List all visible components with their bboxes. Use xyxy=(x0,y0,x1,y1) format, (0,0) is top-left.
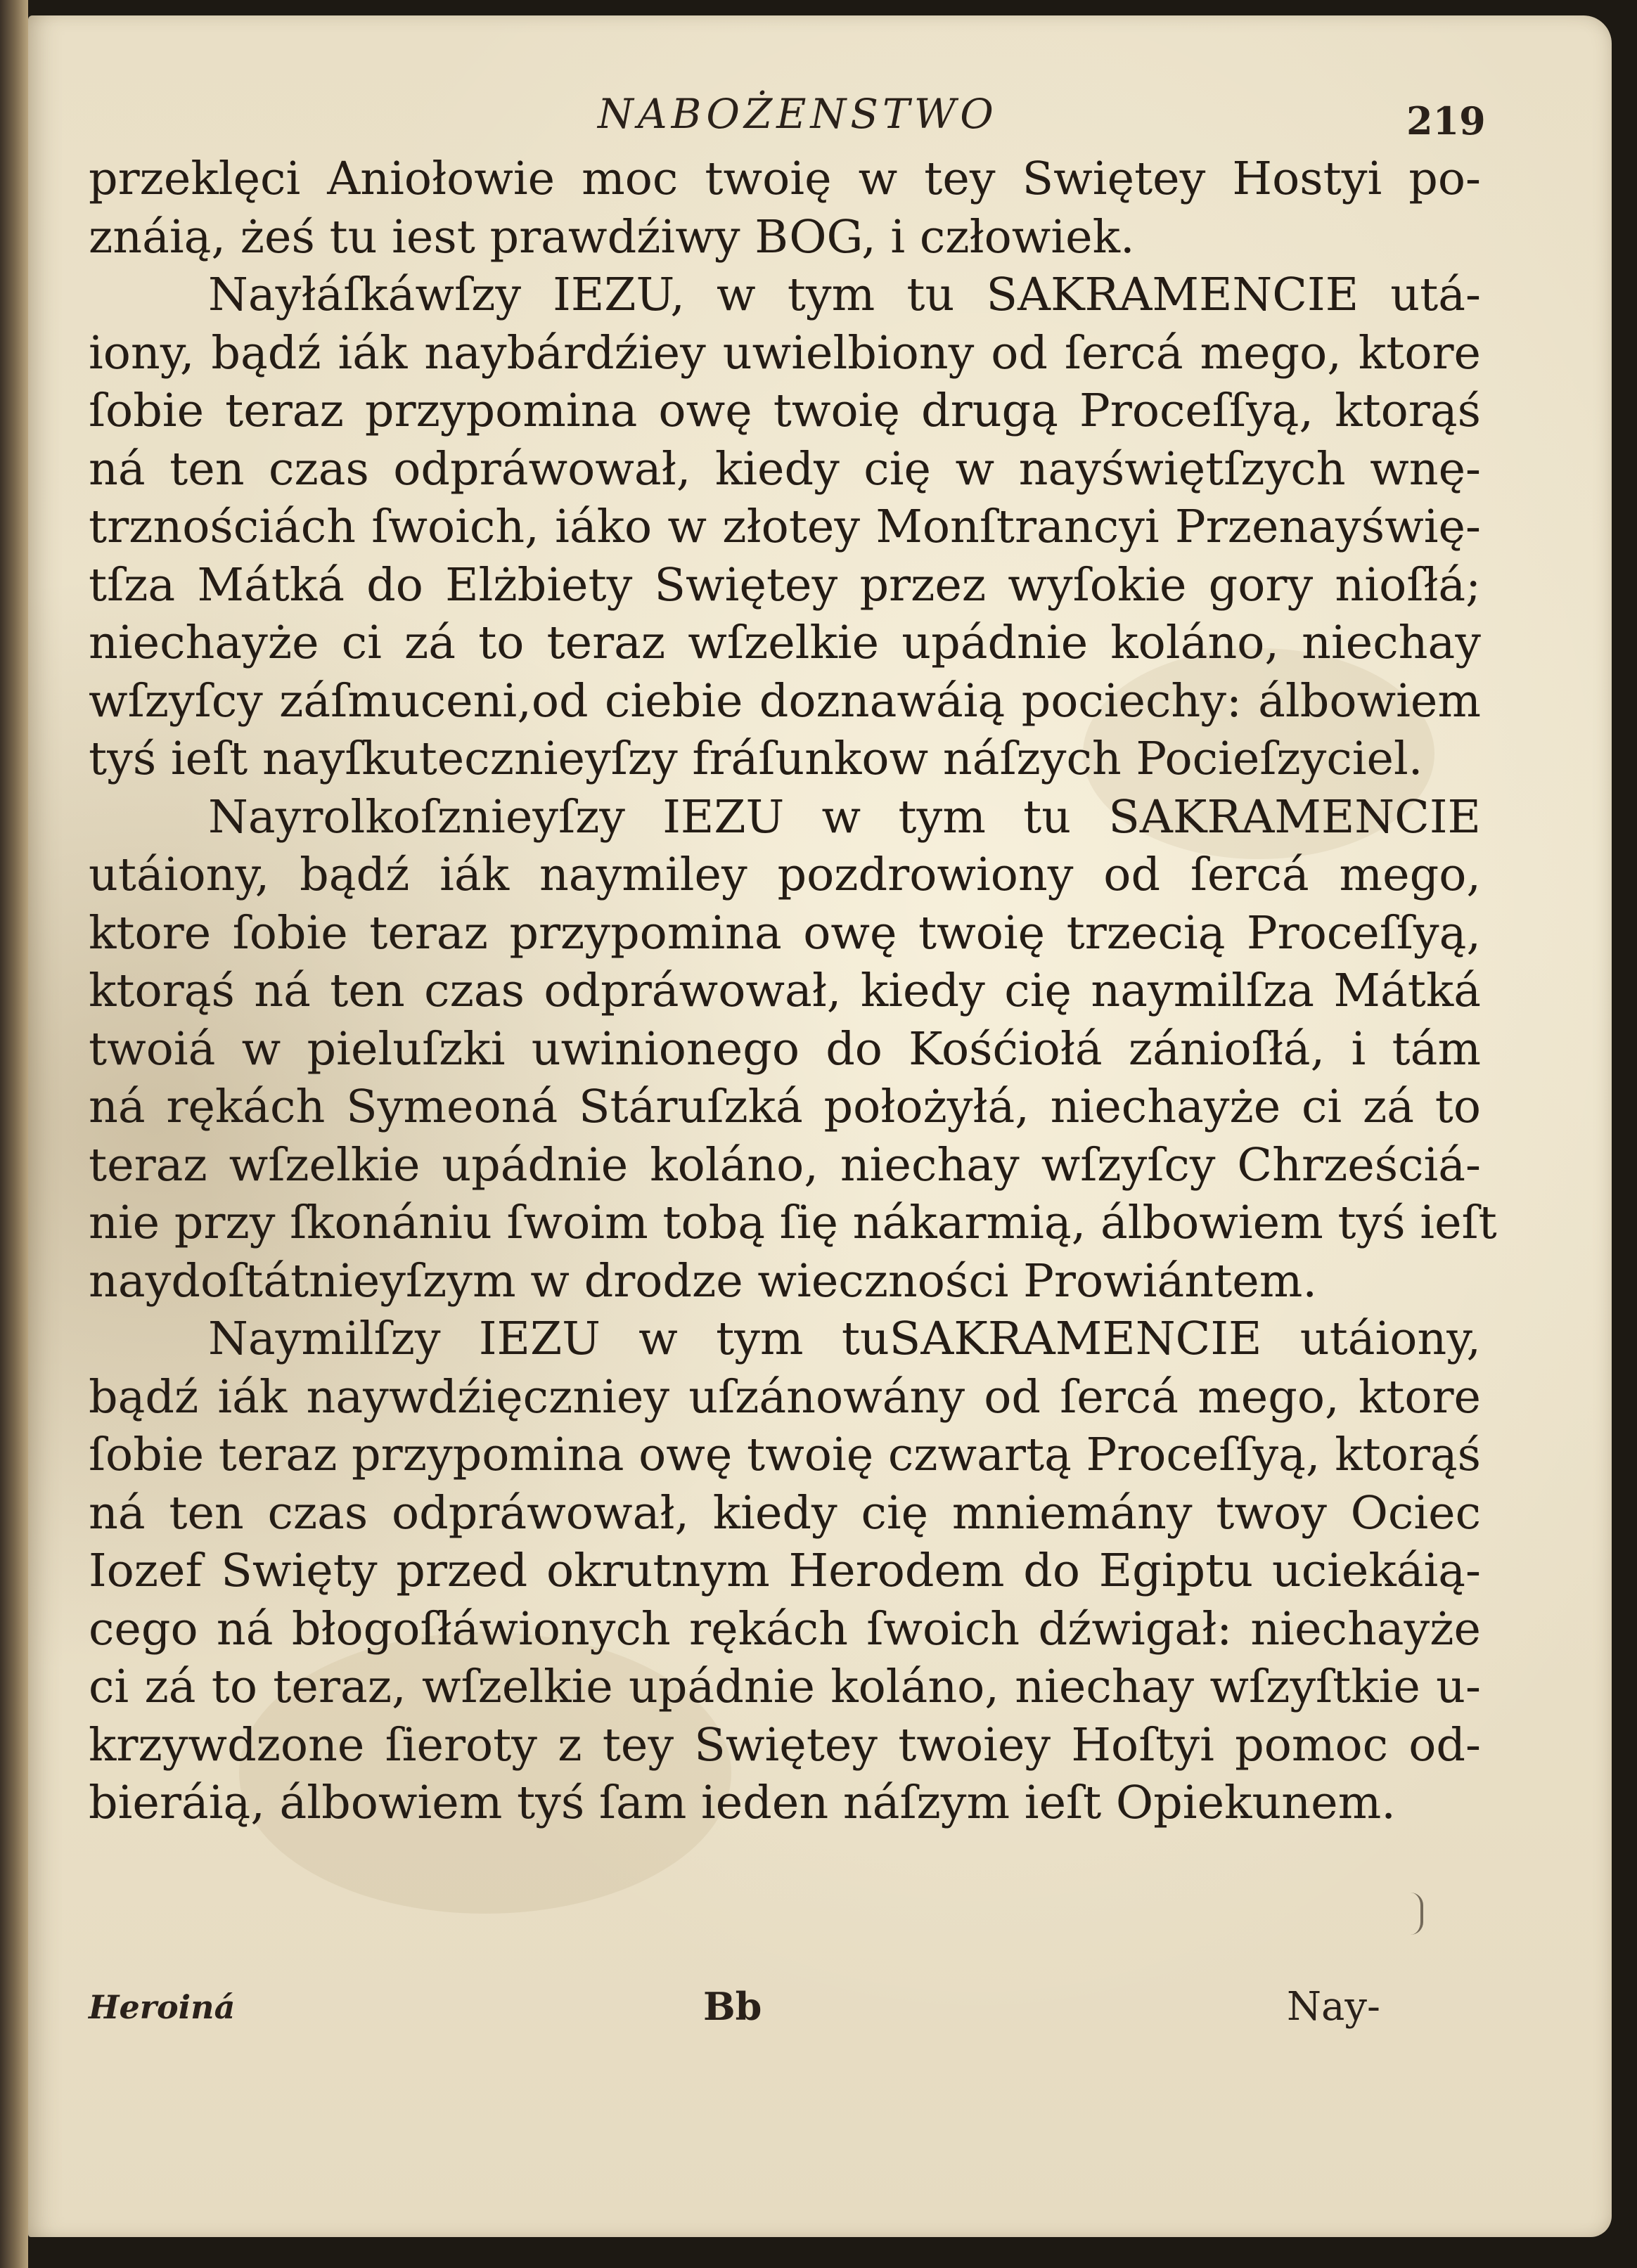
text-line: iony, bądź iák naybárdźiey uwielbiony od ſercá mego, ktore xyxy=(89,326,1481,380)
book-page xyxy=(28,15,1612,2237)
text-line: tſza Mátká do Elżbiety Swiętey przez wyſokie gory nioſłá; xyxy=(89,558,1481,612)
text-line: Nayłáſkáwſzy IEZU, w tym tu SAKRAMENCIE utá- xyxy=(208,269,1481,321)
text-line: naydoſtátnieyſzym w drodze wieczności Prowiántem. xyxy=(89,1254,1318,1308)
text-line: utáiony, bądź iák naymiley pozdrowiony od ſercá mego, xyxy=(89,849,1481,901)
text-line: ſobie teraz przypomina owę twoię czwartą Proceſſyą, ktorąś xyxy=(89,1429,1482,1481)
text-line: ci zá to teraz, wſzelkie upádnie koláno, niechay wſzyſtkie u- xyxy=(89,1661,1481,1713)
text-line: tyś ieſt nayſkutecznieyſzy fráſunkow náſzych Pocieſzyciel. xyxy=(89,733,1423,785)
text-line: ſobie teraz przypomina owę twoię drugą Proceſſyą, ktorąś xyxy=(89,385,1481,437)
page-number: 219 xyxy=(1406,98,1486,143)
text-line: trznościách ſwoich, iáko w złotey Monſtrancyi Przenayświę- xyxy=(89,501,1481,553)
text-line: Naymilſzy IEZU w tym tuSAKRAMENCIE utáiony, xyxy=(208,1313,1481,1365)
text-line: bieráią, álbowiem tyś ſam ieden náſzym ieſt Opiekunem. xyxy=(89,1777,1396,1829)
text-line: Iozef Swięty przed okrutnym Herodem do Egiptu uciekáią- xyxy=(89,1545,1481,1597)
catchword: Nay- xyxy=(1287,1984,1380,2030)
text-line: ktorąś ná ten czas odpráwował, kiedy cię naymilſza Mátká xyxy=(89,965,1481,1017)
facing-page-edge xyxy=(0,0,28,2268)
margin-mark xyxy=(1411,1893,1423,1935)
page-footer xyxy=(28,1984,1612,2040)
signature-mark: Bb xyxy=(703,1984,762,2029)
text-line: krzywdzone ſieroty z tey Swiętey twoiey Hoſtyi pomoc od- xyxy=(89,1718,1481,1772)
text-line: ná ten czas odpráwował, kiedy cię mniemány twoy Ociec xyxy=(89,1486,1481,1540)
text-line: cego ná błogoſłáwionych rękách ſwoich dźwigał: niechayże xyxy=(89,1602,1481,1656)
text-line: znáią, żeś tu iest prawdźiwy BOG, i człowiek. xyxy=(89,210,1135,264)
text-line: Nayrolkoſznieyſzy IEZU w tym tu SAKRAMENCIE xyxy=(208,790,1481,844)
text-line: ktore ſobie teraz przypomina owę twoię trzecią Proceſſyą, xyxy=(89,906,1481,960)
text-line: teraz wſzelkie upádnie koláno, niechay wſzyſcy Chrześciá- xyxy=(89,1138,1481,1192)
text-line: ná ten czas odpráwował, kiedy cię w nayświętſzych wnę- xyxy=(89,442,1481,496)
text-line: nie przy ſkonániu ſwoim tobą ſię nákarmią, álbowiem tyś ieſt xyxy=(89,1197,1497,1249)
running-head: NABOŻENSTWO xyxy=(598,90,998,138)
text-line: bądź iák naywdźięczniey uſzánowány od ſercá mego, ktore xyxy=(89,1370,1481,1424)
text-line: wſzyſcy záſmuceni,od ciebie doznawáią pociechy: álbowiem xyxy=(89,674,1481,728)
text-line: twoiá w pieluſzki uwinionego do Kośćiołá zánioſłá, i tám xyxy=(89,1022,1481,1076)
text-line: przeklęci Aniołowie moc twoię w tey Swiętey Hostyi po- xyxy=(89,153,1481,205)
text-line: ná rękách Symeoná Stáruſzká położyłá, niechayże ci zá to xyxy=(89,1081,1481,1133)
signature-left: Heroiná xyxy=(89,1988,236,2026)
page-header xyxy=(28,83,1612,146)
body-text xyxy=(89,150,1497,1833)
text-line: niechayże ci zá to teraz wſzelkie upádnie koláno, niechay xyxy=(89,617,1481,669)
